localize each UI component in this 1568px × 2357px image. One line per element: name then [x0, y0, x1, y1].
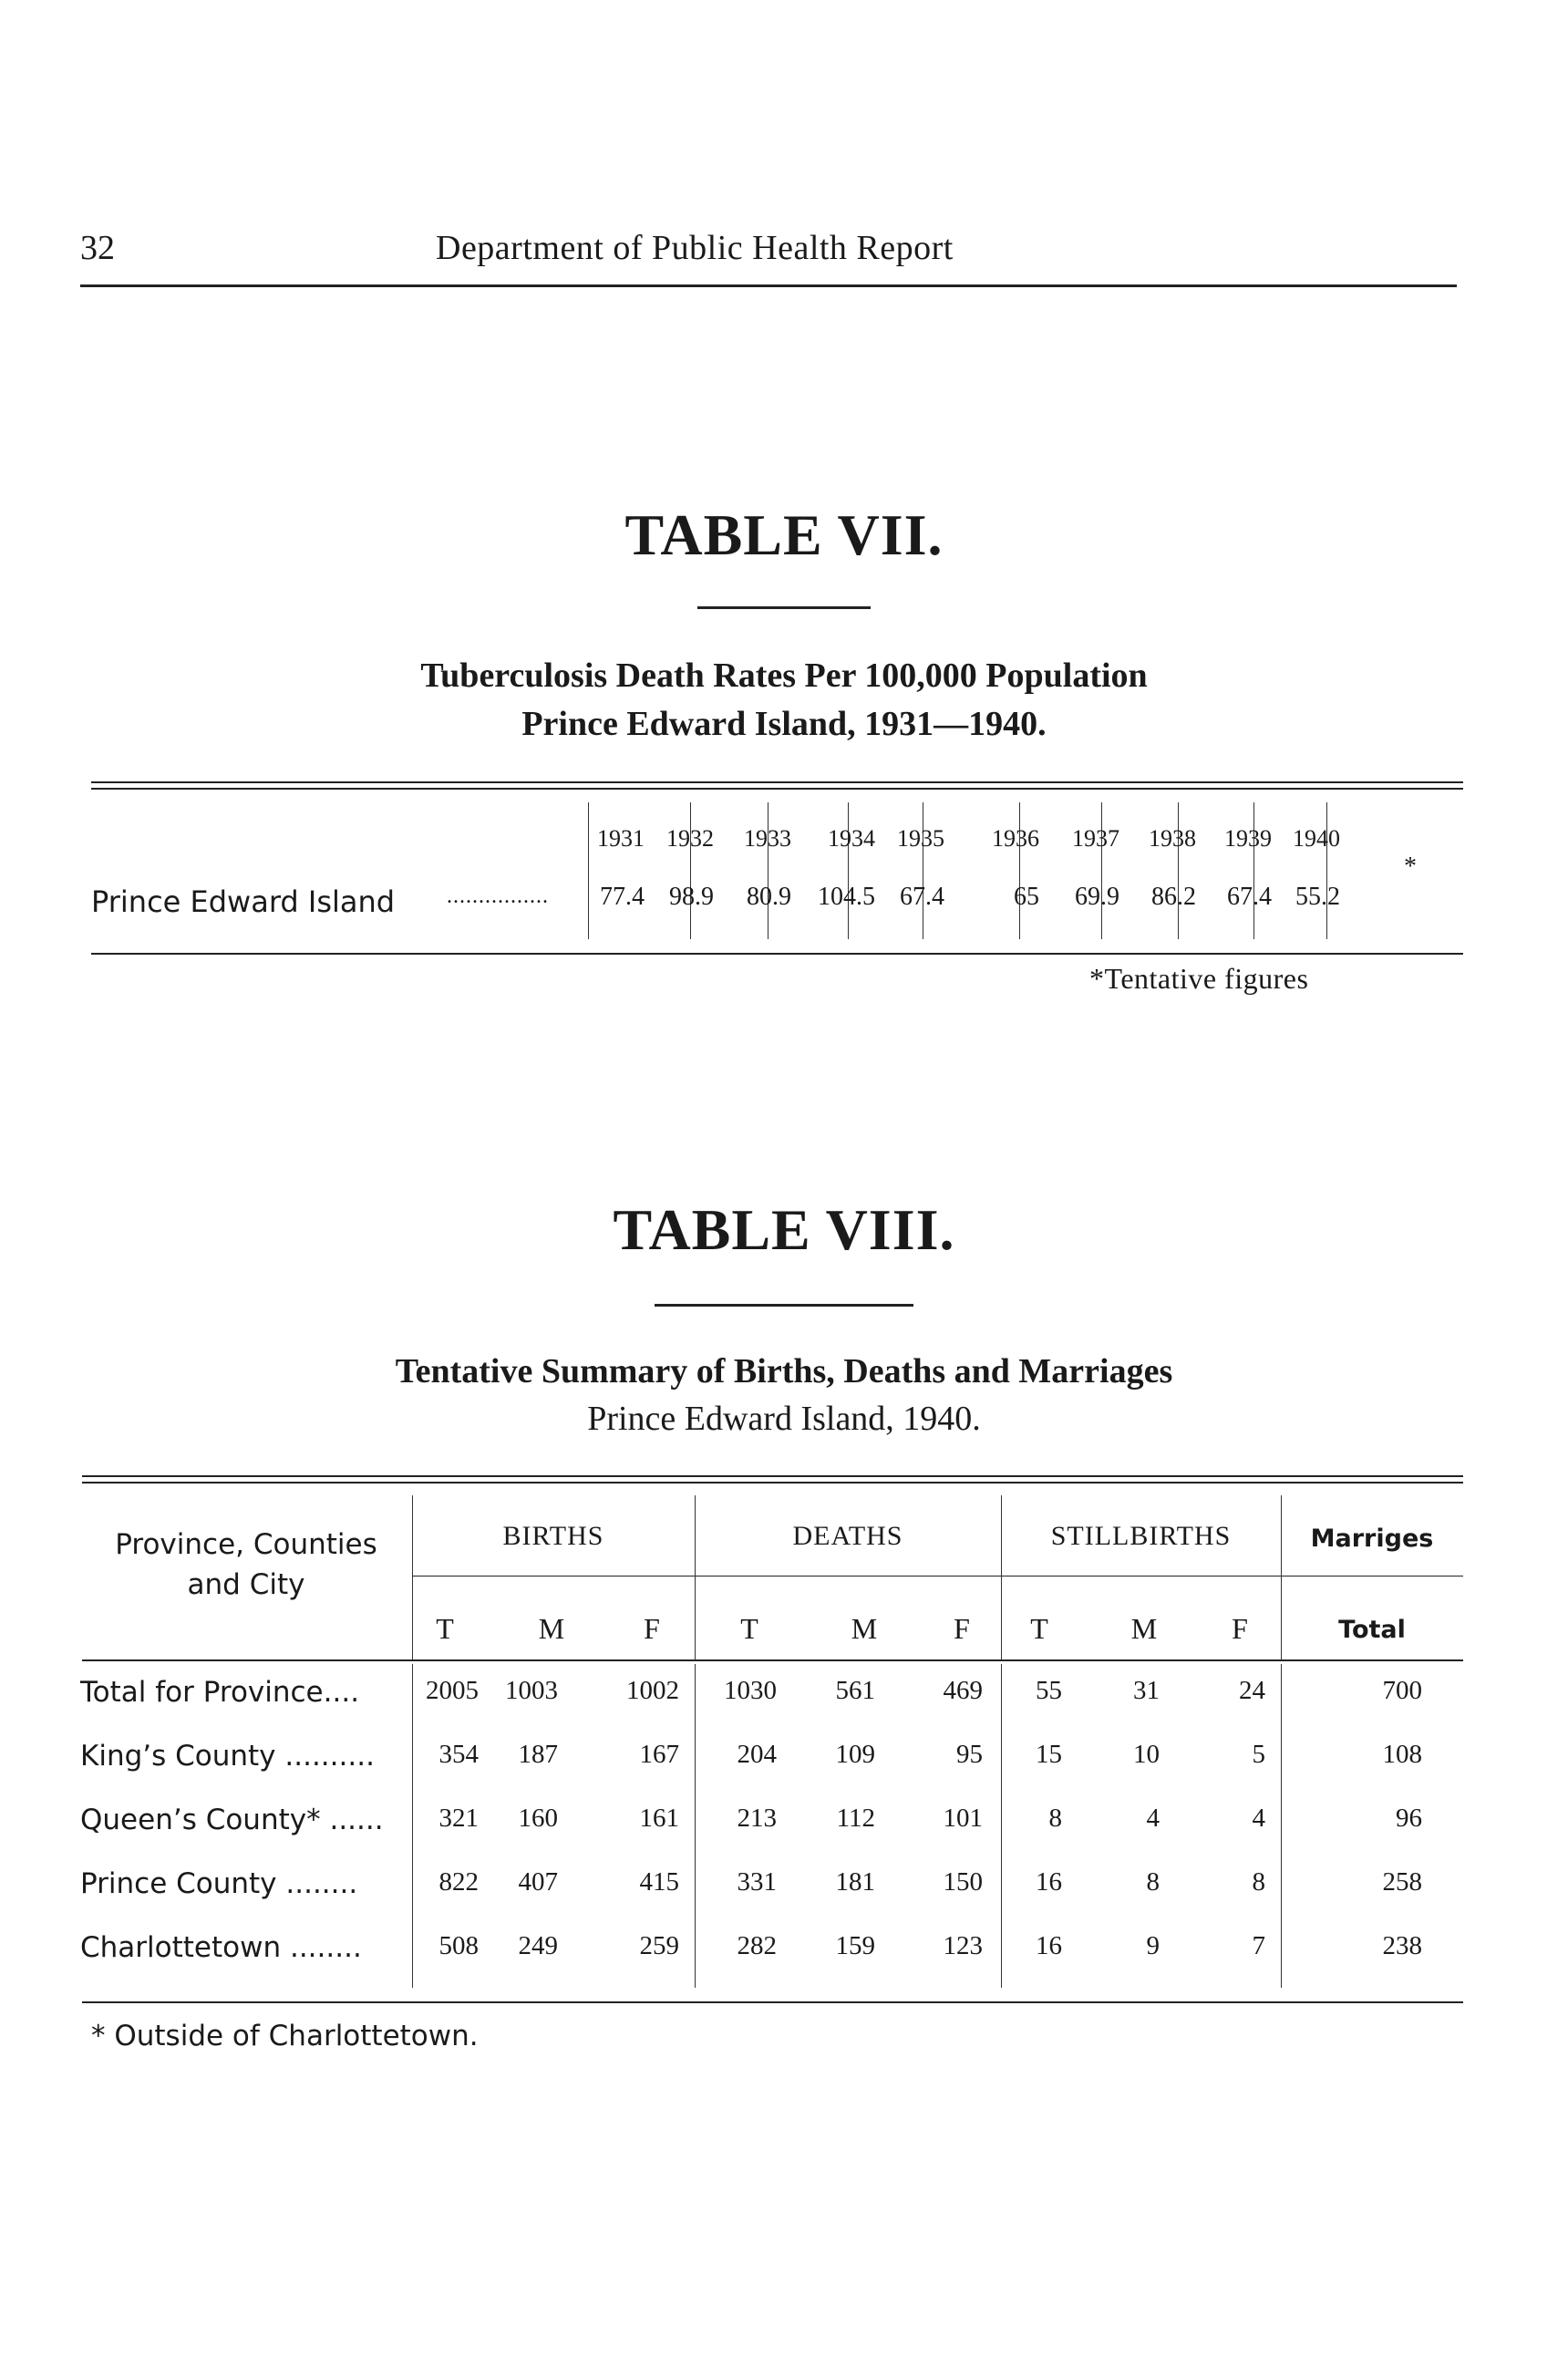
table8-data-cell: 259 — [639, 1931, 679, 1960]
table8-data-cell: 150 — [943, 1867, 983, 1897]
table8-data-cell: 15 — [1036, 1740, 1062, 1769]
table8-sub-header: M — [538, 1612, 565, 1645]
table7-leader-dots: ................ — [447, 884, 549, 908]
header-rule — [80, 284, 1457, 287]
table7-year-header: 1935 — [897, 825, 944, 852]
table7-year-header: 1939 — [1224, 825, 1272, 852]
table8-group-divider — [1001, 1495, 1002, 1659]
table8-data-cell: 321 — [438, 1804, 479, 1833]
table8-sub-header: T — [436, 1612, 454, 1645]
table8-data-cell: 123 — [943, 1931, 983, 1960]
table8-data-cell: 8 — [1146, 1867, 1160, 1897]
table8-data-cell: 1030 — [724, 1676, 777, 1705]
table8-data-cell: 8 — [1252, 1867, 1265, 1897]
table8-group-header: STILLBIRTHS — [1050, 1521, 1232, 1551]
table8-data-cell: 167 — [639, 1740, 679, 1769]
table7-column-divider — [848, 802, 849, 939]
table8-data-cell: 331 — [737, 1867, 777, 1897]
table8-data-cell: 213 — [737, 1804, 777, 1833]
table7-column-divider — [768, 802, 769, 939]
table8-stub-header — [82, 1525, 410, 1605]
table8-data-cell: 415 — [639, 1867, 679, 1897]
table8-data-cell: 160 — [518, 1804, 558, 1833]
table7-column-divider — [1253, 802, 1254, 939]
table7-value-cell: 65 — [1014, 883, 1039, 911]
table8-sub-header: T — [1030, 1612, 1048, 1645]
table7-column-divider — [1101, 802, 1102, 939]
table7-column-divider — [1326, 802, 1327, 939]
table8-row-label: Charlottetown ........ — [80, 1931, 362, 1964]
table8-data-cell: 508 — [438, 1931, 479, 1960]
table7-title: TABLE VII. — [624, 502, 944, 567]
page-number: 32 — [80, 229, 115, 267]
table8-title-rule — [655, 1304, 913, 1307]
table8-data-cell: 101 — [943, 1804, 983, 1833]
table8-data-cell: 31 — [1133, 1676, 1160, 1705]
table8-data-cell: 159 — [835, 1931, 875, 1960]
table8-data-cell: 561 — [835, 1676, 875, 1705]
table8-data-cell: 10 — [1133, 1740, 1160, 1769]
table7-value-cell: 104.5 — [818, 883, 875, 911]
table8-data-cell: 181 — [835, 1867, 875, 1897]
table8-data-cell: 700 — [1382, 1676, 1422, 1705]
table8-top-rule-2 — [82, 1482, 1463, 1483]
table8-data-cell: 187 — [518, 1740, 558, 1769]
table7-top-rule — [91, 781, 1463, 783]
table8-data-cell: 1002 — [626, 1676, 679, 1705]
table8-title: TABLE VIII. — [613, 1197, 955, 1262]
table7-column-divider — [1178, 802, 1179, 939]
table8-data-cell: 249 — [518, 1931, 558, 1960]
table8-sub-header: T — [740, 1612, 758, 1645]
table7-tentative-marker: * — [1404, 853, 1417, 881]
table8-stub-header-line2: and City — [187, 1568, 305, 1601]
table7-column-divider — [690, 802, 691, 939]
table7-footnote: *Tentative figures — [1089, 962, 1309, 995]
table8-sub-header: F — [644, 1612, 660, 1645]
table7-year-header: 1940 — [1293, 825, 1340, 852]
table8-data-cell: 1003 — [505, 1676, 558, 1705]
table8-data-cell: 9 — [1146, 1931, 1160, 1960]
table8-row-label: Prince County ........ — [80, 1867, 358, 1900]
table8-group-divider — [695, 1495, 696, 1659]
table7-title-rule — [697, 606, 871, 609]
table8-body-divider — [1281, 1664, 1282, 1988]
table8-group-rule — [412, 1576, 1463, 1577]
table8-bottom-rule — [82, 2001, 1463, 2003]
table7-year-header: 1938 — [1149, 825, 1196, 852]
table8-data-cell: 95 — [956, 1740, 983, 1769]
table8-sub-header: M — [1130, 1612, 1158, 1645]
table7-value-cell: 67.4 — [900, 883, 944, 911]
table7-top-rule-2 — [91, 788, 1463, 790]
table8-footnote: * Outside of Charlottetown. — [91, 2020, 479, 2052]
table7-year-header: 1933 — [744, 825, 791, 852]
table7-value-cell: 80.9 — [747, 883, 791, 911]
table7-bottom-rule — [91, 953, 1463, 955]
table8-data-cell: 4 — [1146, 1804, 1160, 1833]
table8-marriages-header: Marriges — [1310, 1525, 1434, 1553]
table8-data-cell: 16 — [1036, 1867, 1062, 1897]
table7-year-header: 1931 — [597, 825, 645, 852]
table7-value-cell: 77.4 — [600, 883, 645, 911]
table8-data-cell: 24 — [1239, 1676, 1265, 1705]
table8-row-label: Total for Province.... — [80, 1676, 360, 1709]
table8-data-cell: 354 — [438, 1740, 479, 1769]
table8-data-cell: 16 — [1036, 1931, 1062, 1960]
table8-group-header: BIRTHS — [502, 1521, 604, 1551]
table8-data-cell: 822 — [438, 1867, 479, 1897]
table8-data-cell: 8 — [1048, 1804, 1062, 1833]
table8-subtitle-line2: Prince Edward Island, 1940. — [587, 1400, 981, 1438]
running-title: Department of Public Health Report — [436, 229, 954, 267]
table8-group-header: DEATHS — [792, 1521, 903, 1551]
table8-data-cell: 258 — [1382, 1867, 1422, 1897]
table8-data-cell: 469 — [943, 1676, 983, 1705]
table8-row-label: Queen’s County* ...... — [80, 1804, 384, 1836]
table7-value-cell: 67.4 — [1227, 883, 1272, 911]
table8-stub-header-line1: Province, Counties — [115, 1528, 377, 1561]
table8-sub-header: F — [954, 1612, 970, 1645]
table7-value-cell: 98.9 — [669, 883, 714, 911]
table7-value-cell: 69.9 — [1075, 883, 1119, 911]
table8-data-cell: 108 — [1382, 1740, 1422, 1769]
table8-data-cell: 4 — [1252, 1804, 1265, 1833]
table7-value-cell: 86.2 — [1151, 883, 1196, 911]
table8-data-cell: 109 — [835, 1740, 875, 1769]
table8-data-cell: 5 — [1252, 1740, 1265, 1769]
table8-data-cell: 2005 — [426, 1676, 479, 1705]
table7-column-divider — [1019, 802, 1020, 939]
table8-sub-header: M — [851, 1612, 878, 1645]
table7-year-header: 1936 — [992, 825, 1039, 852]
table8-data-cell: 407 — [518, 1867, 558, 1897]
table7-subtitle-line2: Prince Edward Island, 1931—1940. — [521, 705, 1047, 743]
table7-year-header: 1934 — [828, 825, 875, 852]
table7-year-header: 1937 — [1072, 825, 1119, 852]
table8-marriages-total-header: Total — [1338, 1616, 1406, 1644]
table8-subtitle-line1: Tentative Summary of Births, Deaths and Marriages — [395, 1352, 1173, 1390]
table8-sub-header: F — [1232, 1612, 1248, 1645]
table8-data-cell: 238 — [1382, 1931, 1422, 1960]
table8-top-rule — [82, 1475, 1463, 1477]
table8-data-cell: 282 — [737, 1931, 777, 1960]
table8-data-cell: 96 — [1396, 1804, 1422, 1833]
table8-data-cell: 55 — [1036, 1676, 1062, 1705]
table8-header-rule — [82, 1659, 1463, 1661]
table7-row-label: Prince Edward Island — [91, 884, 396, 919]
table7-value-cell: 55.2 — [1295, 883, 1340, 911]
table8-group-divider — [412, 1495, 413, 1659]
table8-group-divider — [1281, 1495, 1282, 1659]
table8-row-label: King’s County .......... — [80, 1740, 375, 1773]
table8-data-cell: 204 — [737, 1740, 777, 1769]
table7-column-divider — [588, 802, 589, 939]
table7-subtitle-line1: Tuberculosis Death Rates Per 100,000 Population — [420, 656, 1148, 695]
table8-data-cell: 112 — [836, 1804, 875, 1833]
table8-data-cell: 161 — [639, 1804, 679, 1833]
table8-data-cell: 7 — [1252, 1931, 1265, 1960]
table7-year-header: 1932 — [666, 825, 714, 852]
